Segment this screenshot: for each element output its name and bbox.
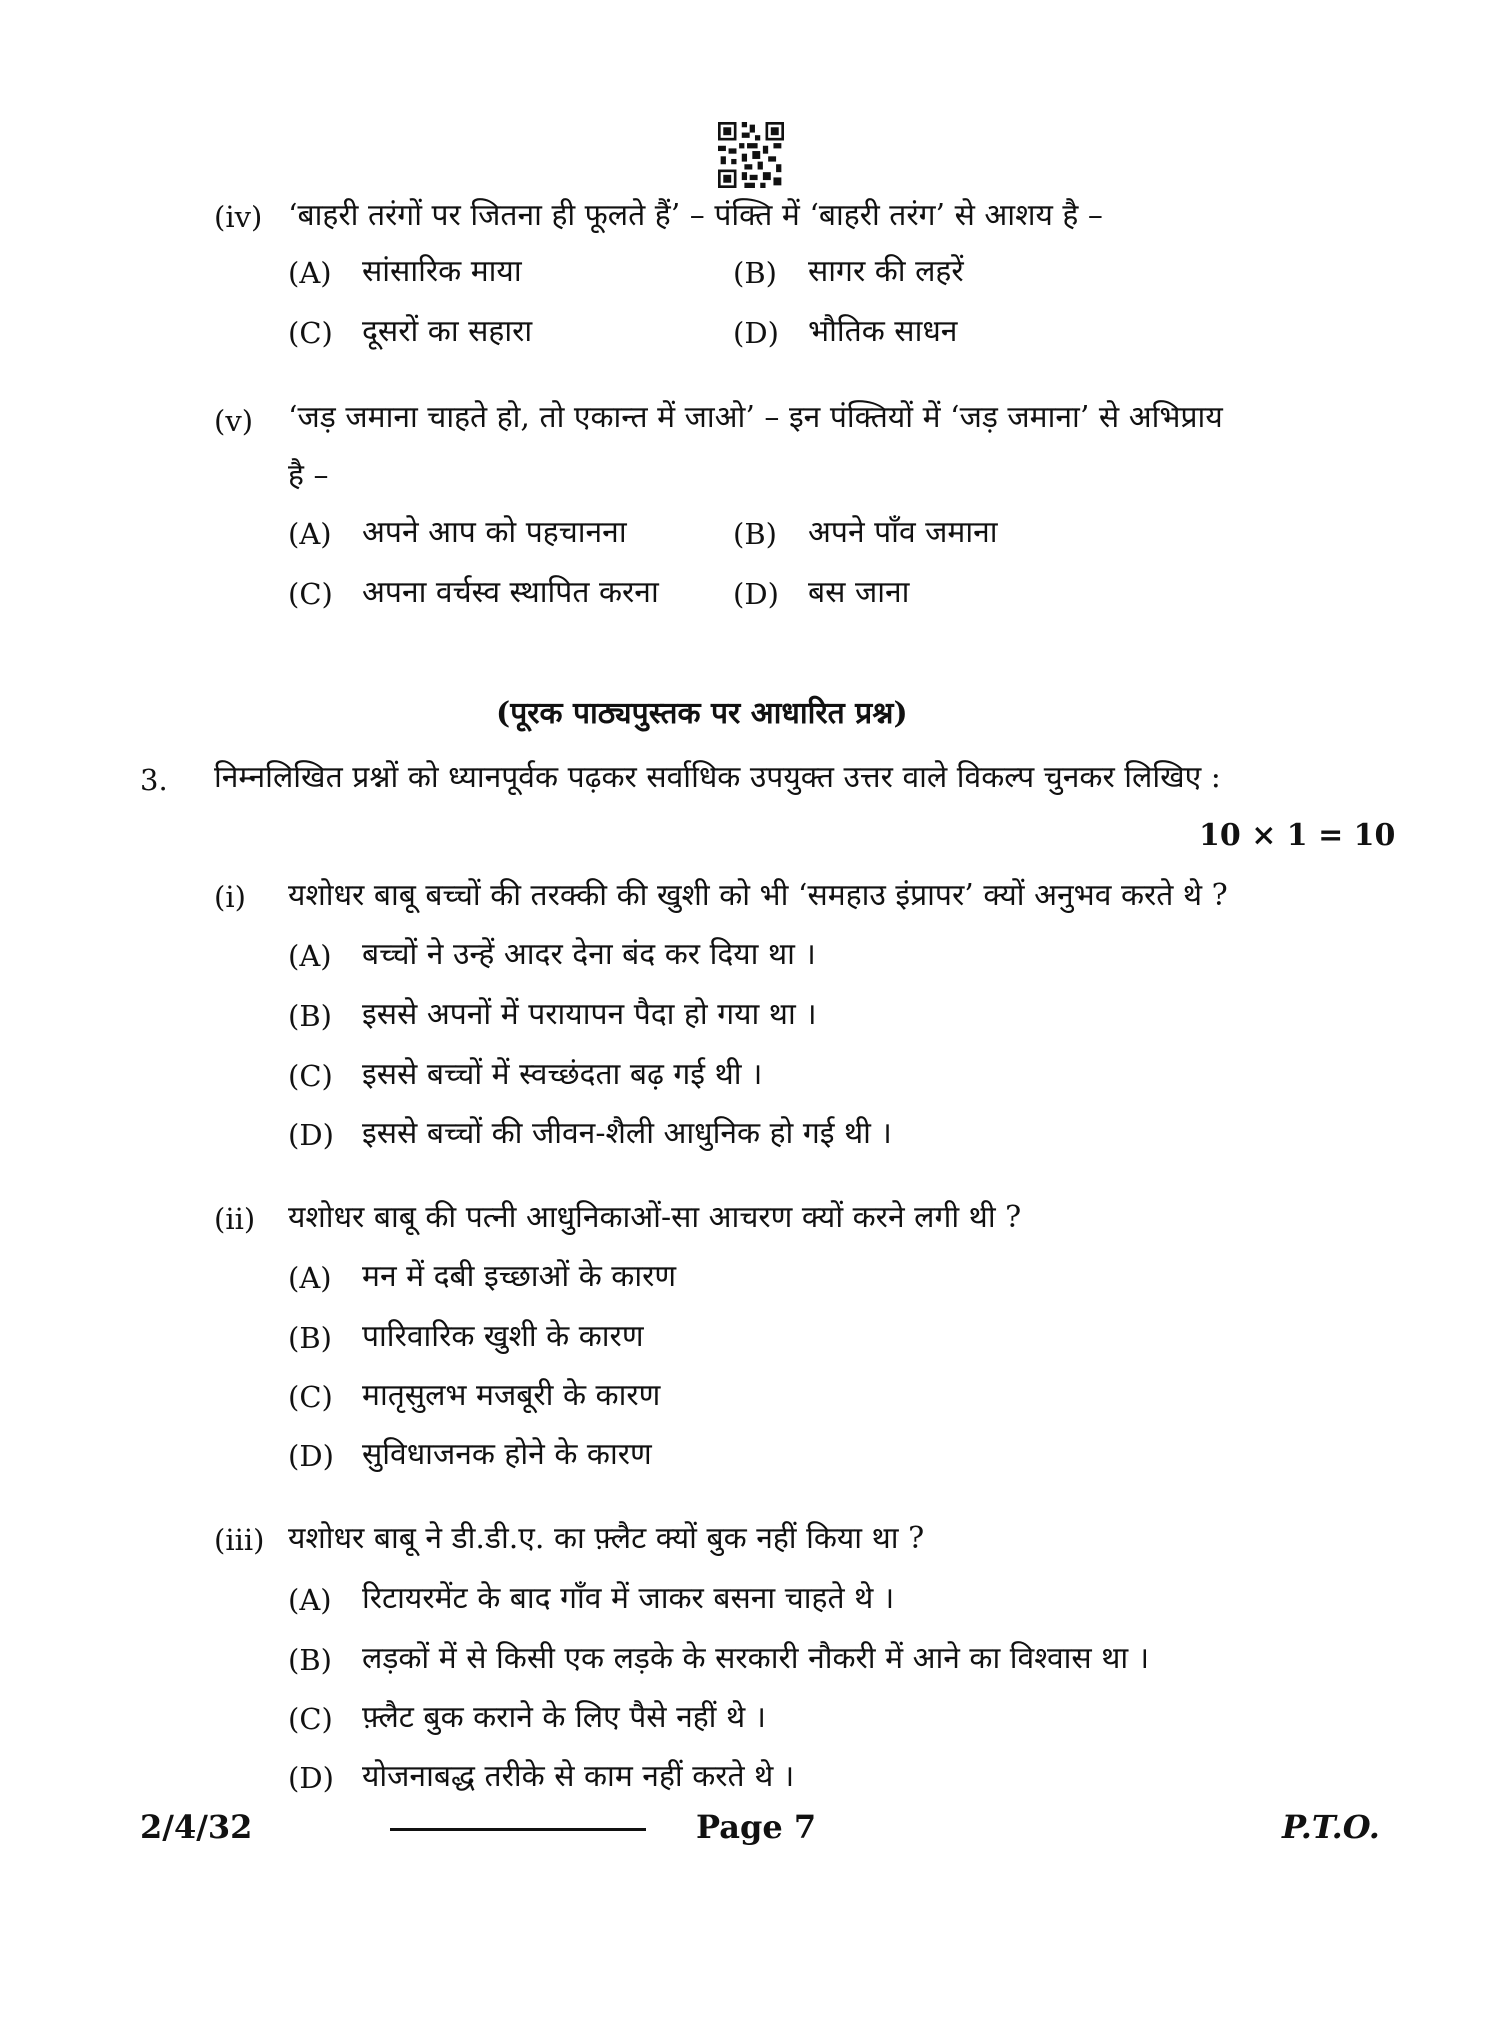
- option-key: (C): [288, 316, 333, 350]
- question-text: यशोधर बाबू की पत्नी आधुनिकाओं-सा आचरण क्यों करने लगी थी ?: [288, 1200, 1022, 1235]
- qr-code-icon: [718, 122, 784, 188]
- option-text: मातृसुलभ मजबूरी के कारण: [362, 1378, 661, 1413]
- section-heading: (पूरक पाठ्यपुस्तक पर आधारित प्रश्न): [496, 696, 908, 731]
- option-key: (A): [288, 256, 332, 290]
- option-text: पारिवारिक खुशी के कारण: [362, 1319, 644, 1354]
- question-text: यशोधर बाबू बच्चों की तरक्की की खुशी को भी ‘समहाउ इंप्रापर’ क्यों अनुभव करते थे ?: [288, 878, 1228, 913]
- footer-divider: [390, 1828, 646, 1831]
- marks-allocation: 10 × 1 = 10: [1199, 818, 1396, 853]
- option-key: (A): [288, 517, 332, 551]
- please-turn-over: P.T.O.: [1282, 1808, 1380, 1846]
- option-key: (C): [288, 577, 333, 611]
- question-number: (ii): [214, 1202, 256, 1236]
- page-number: Page 7: [696, 1808, 817, 1846]
- question-number: (v): [214, 404, 254, 438]
- option-key: (B): [288, 1321, 332, 1355]
- option-key: (B): [288, 999, 332, 1033]
- option-key: (D): [733, 316, 779, 350]
- option-key: (D): [288, 1118, 334, 1152]
- option-text: लड़कों में से किसी एक लड़के के सरकारी नौकरी में आने का विश्वास था ।: [362, 1641, 1150, 1676]
- option-text: अपने आप को पहचानना: [362, 515, 627, 550]
- option-text: भौतिक साधन: [808, 314, 958, 349]
- question-text: यशोधर बाबू ने डी.डी.ए. का फ़्लैट क्यों बुक नहीं किया था ?: [288, 1521, 925, 1556]
- option-key: (A): [288, 1583, 332, 1617]
- option-key: (A): [288, 1261, 332, 1295]
- question-text-continued: है –: [288, 458, 329, 493]
- option-key: (B): [288, 1643, 332, 1677]
- option-key: (C): [288, 1702, 333, 1736]
- question-text: ‘बाहरी तरंगों पर जितना ही फूलते हैं’ – पंक्ति में ‘बाहरी तरंग’ से आशय है –: [288, 198, 1103, 233]
- question-text: ‘जड़ जमाना चाहते हो, तो एकान्त में जाओ’ – इन पंक्तियों में ‘जड़ जमाना’ से अभिप्राय: [288, 400, 1223, 435]
- option-key: (D): [288, 1761, 334, 1795]
- question-number: (iii): [214, 1523, 265, 1557]
- option-text: अपने पाँव जमाना: [808, 515, 998, 550]
- option-text: योजनाबद्ध तरीके से काम नहीं करते थे ।: [362, 1759, 795, 1794]
- option-text: फ़्लैट बुक कराने के लिए पैसे नहीं थे ।: [362, 1700, 767, 1735]
- option-text: इससे अपनों में परायापन पैदा हो गया था ।: [362, 997, 817, 1032]
- option-text: सांसारिक माया: [362, 254, 522, 289]
- question-number: 3.: [140, 763, 168, 797]
- question-instruction: निम्नलिखित प्रश्नों को ध्यानपूर्वक पढ़कर सर्वाधिक उपयुक्त उत्तर वाले विकल्प चुनकर लिखिए :: [214, 760, 1221, 795]
- option-text: मन में दबी इच्छाओं के कारण: [362, 1259, 677, 1294]
- paper-code: 2/4/32: [140, 1808, 253, 1846]
- option-text: बस जाना: [808, 575, 910, 610]
- option-text: रिटायरमेंट के बाद गाँव में जाकर बसना चाहते थे ।: [362, 1581, 895, 1616]
- option-text: दूसरों का सहारा: [362, 314, 533, 349]
- option-key: (D): [733, 577, 779, 611]
- option-key: (B): [733, 517, 777, 551]
- option-key: (C): [288, 1380, 333, 1414]
- option-text: अपना वर्चस्व स्थापित करना: [362, 575, 659, 610]
- question-number: (iv): [214, 200, 263, 234]
- option-text: इससे बच्चों की जीवन-शैली आधुनिक हो गई थी ।: [362, 1116, 892, 1151]
- option-key: (D): [288, 1439, 334, 1473]
- option-key: (A): [288, 939, 332, 973]
- question-number: (i): [214, 880, 246, 914]
- option-key: (B): [733, 256, 777, 290]
- option-key: (C): [288, 1059, 333, 1093]
- option-text: इससे बच्चों में स्वच्छंदता बढ़ गई थी ।: [362, 1057, 763, 1092]
- option-text: सुविधाजनक होने के कारण: [362, 1437, 652, 1472]
- option-text: बच्चों ने उन्हें आदर देना बंद कर दिया था ।: [362, 937, 816, 972]
- option-text: सागर की लहरें: [808, 254, 964, 289]
